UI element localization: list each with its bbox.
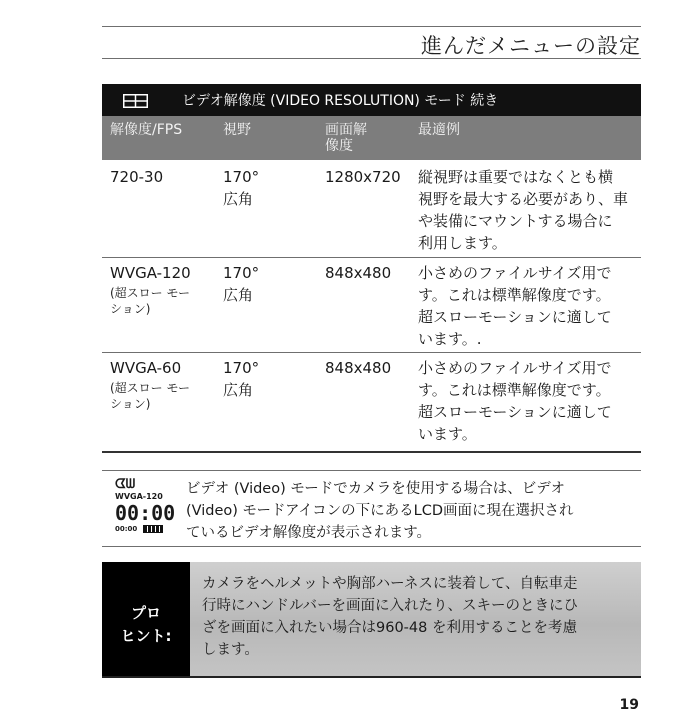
lcd-screen-icon xyxy=(115,477,176,540)
resolution-note: (超スロー モー ション) xyxy=(110,381,191,411)
title-rule xyxy=(102,58,641,59)
cell-resolution xyxy=(110,357,190,412)
cell-resolution xyxy=(110,166,163,188)
video-resolution-icon xyxy=(123,94,148,108)
col-header-resolution: 解像度/FPS xyxy=(110,122,183,138)
cell-fov: 170° 広角 xyxy=(223,359,260,399)
cell-screen: 1280x720 xyxy=(325,168,401,186)
cell-fov: 170° 広角 xyxy=(223,168,260,208)
note-top-rule xyxy=(102,470,641,471)
cell-resolution xyxy=(110,262,191,317)
resolution-value: WVGA-60 xyxy=(110,359,182,377)
table-heading: ビデオ解像度 (VIDEO RESOLUTION) モード 続き xyxy=(182,93,499,109)
page-title: 進んだメニューの設定 xyxy=(421,34,641,58)
page-number: 19 xyxy=(619,697,639,713)
col-header-best: 最適例 xyxy=(418,122,460,138)
camera-mode-icon: ᗧᗯ xyxy=(115,477,136,492)
cell-best: 縦視野は重要ではなくとも横 視野を最大する必要があり、車 や装備にマウントする場合に 利用します。 xyxy=(418,168,629,252)
pro-tip-label-line2: ヒント: xyxy=(120,627,172,645)
table-column-headers xyxy=(102,116,641,160)
table-heading-bar xyxy=(102,84,641,116)
note-text: ビデオ (Video) モードでカメラを使用する場合は、ビデオ (Video) モードアイコンの下にあるLCD画面に現在選択され ているビデオ解像度が表示されます。 xyxy=(186,481,574,541)
top-rule xyxy=(102,26,641,27)
battery-icon xyxy=(143,525,163,533)
resolution-value: WVGA-120 xyxy=(110,264,191,282)
cell-fov: 170° 広角 xyxy=(223,264,260,304)
pro-tip-label-line1: プロ xyxy=(130,604,161,622)
table-bottom-rule xyxy=(102,451,641,453)
cell-screen: 848x480 xyxy=(325,264,392,282)
pro-tip-box xyxy=(102,562,641,676)
pro-tip-label xyxy=(102,562,190,676)
cell-screen: 848x480 xyxy=(325,359,392,377)
col-header-screen: 画面解 像度 xyxy=(325,122,367,154)
row-divider xyxy=(102,257,641,258)
cell-best: 小さめのファイルサイズ用で す。これは標準解像度です。 超スローモーションに適して います。 xyxy=(418,359,612,443)
lcd-status-line xyxy=(115,524,163,534)
col-header-fov: 視野 xyxy=(223,122,251,138)
cell-best: 小さめのファイルサイズ用で す。これは標準解像度です。 超スローモーションに適して います。. xyxy=(418,264,612,348)
pro-tip-text: カメラをヘルメットや胸部ハーネスに装着して、自転車走 行時にハンドルバーを画面に入れたり、スキーのときにひ ざを画面に入れたい場合は960-48 を利用することを考慮 します。 xyxy=(202,576,578,658)
pro-tip-body xyxy=(190,562,641,676)
lcd-resolution-label: WVGA-120 xyxy=(115,492,163,501)
note-bottom-rule xyxy=(102,546,641,547)
resolution-value: 720-30 xyxy=(110,168,164,186)
lcd-time: 00:00 xyxy=(115,525,138,533)
resolution-note: (超スロー モー ション) xyxy=(110,286,191,316)
row-divider xyxy=(102,352,641,353)
lcd-counter: 00:00 xyxy=(115,501,176,525)
tip-bottom-rule xyxy=(102,676,641,678)
